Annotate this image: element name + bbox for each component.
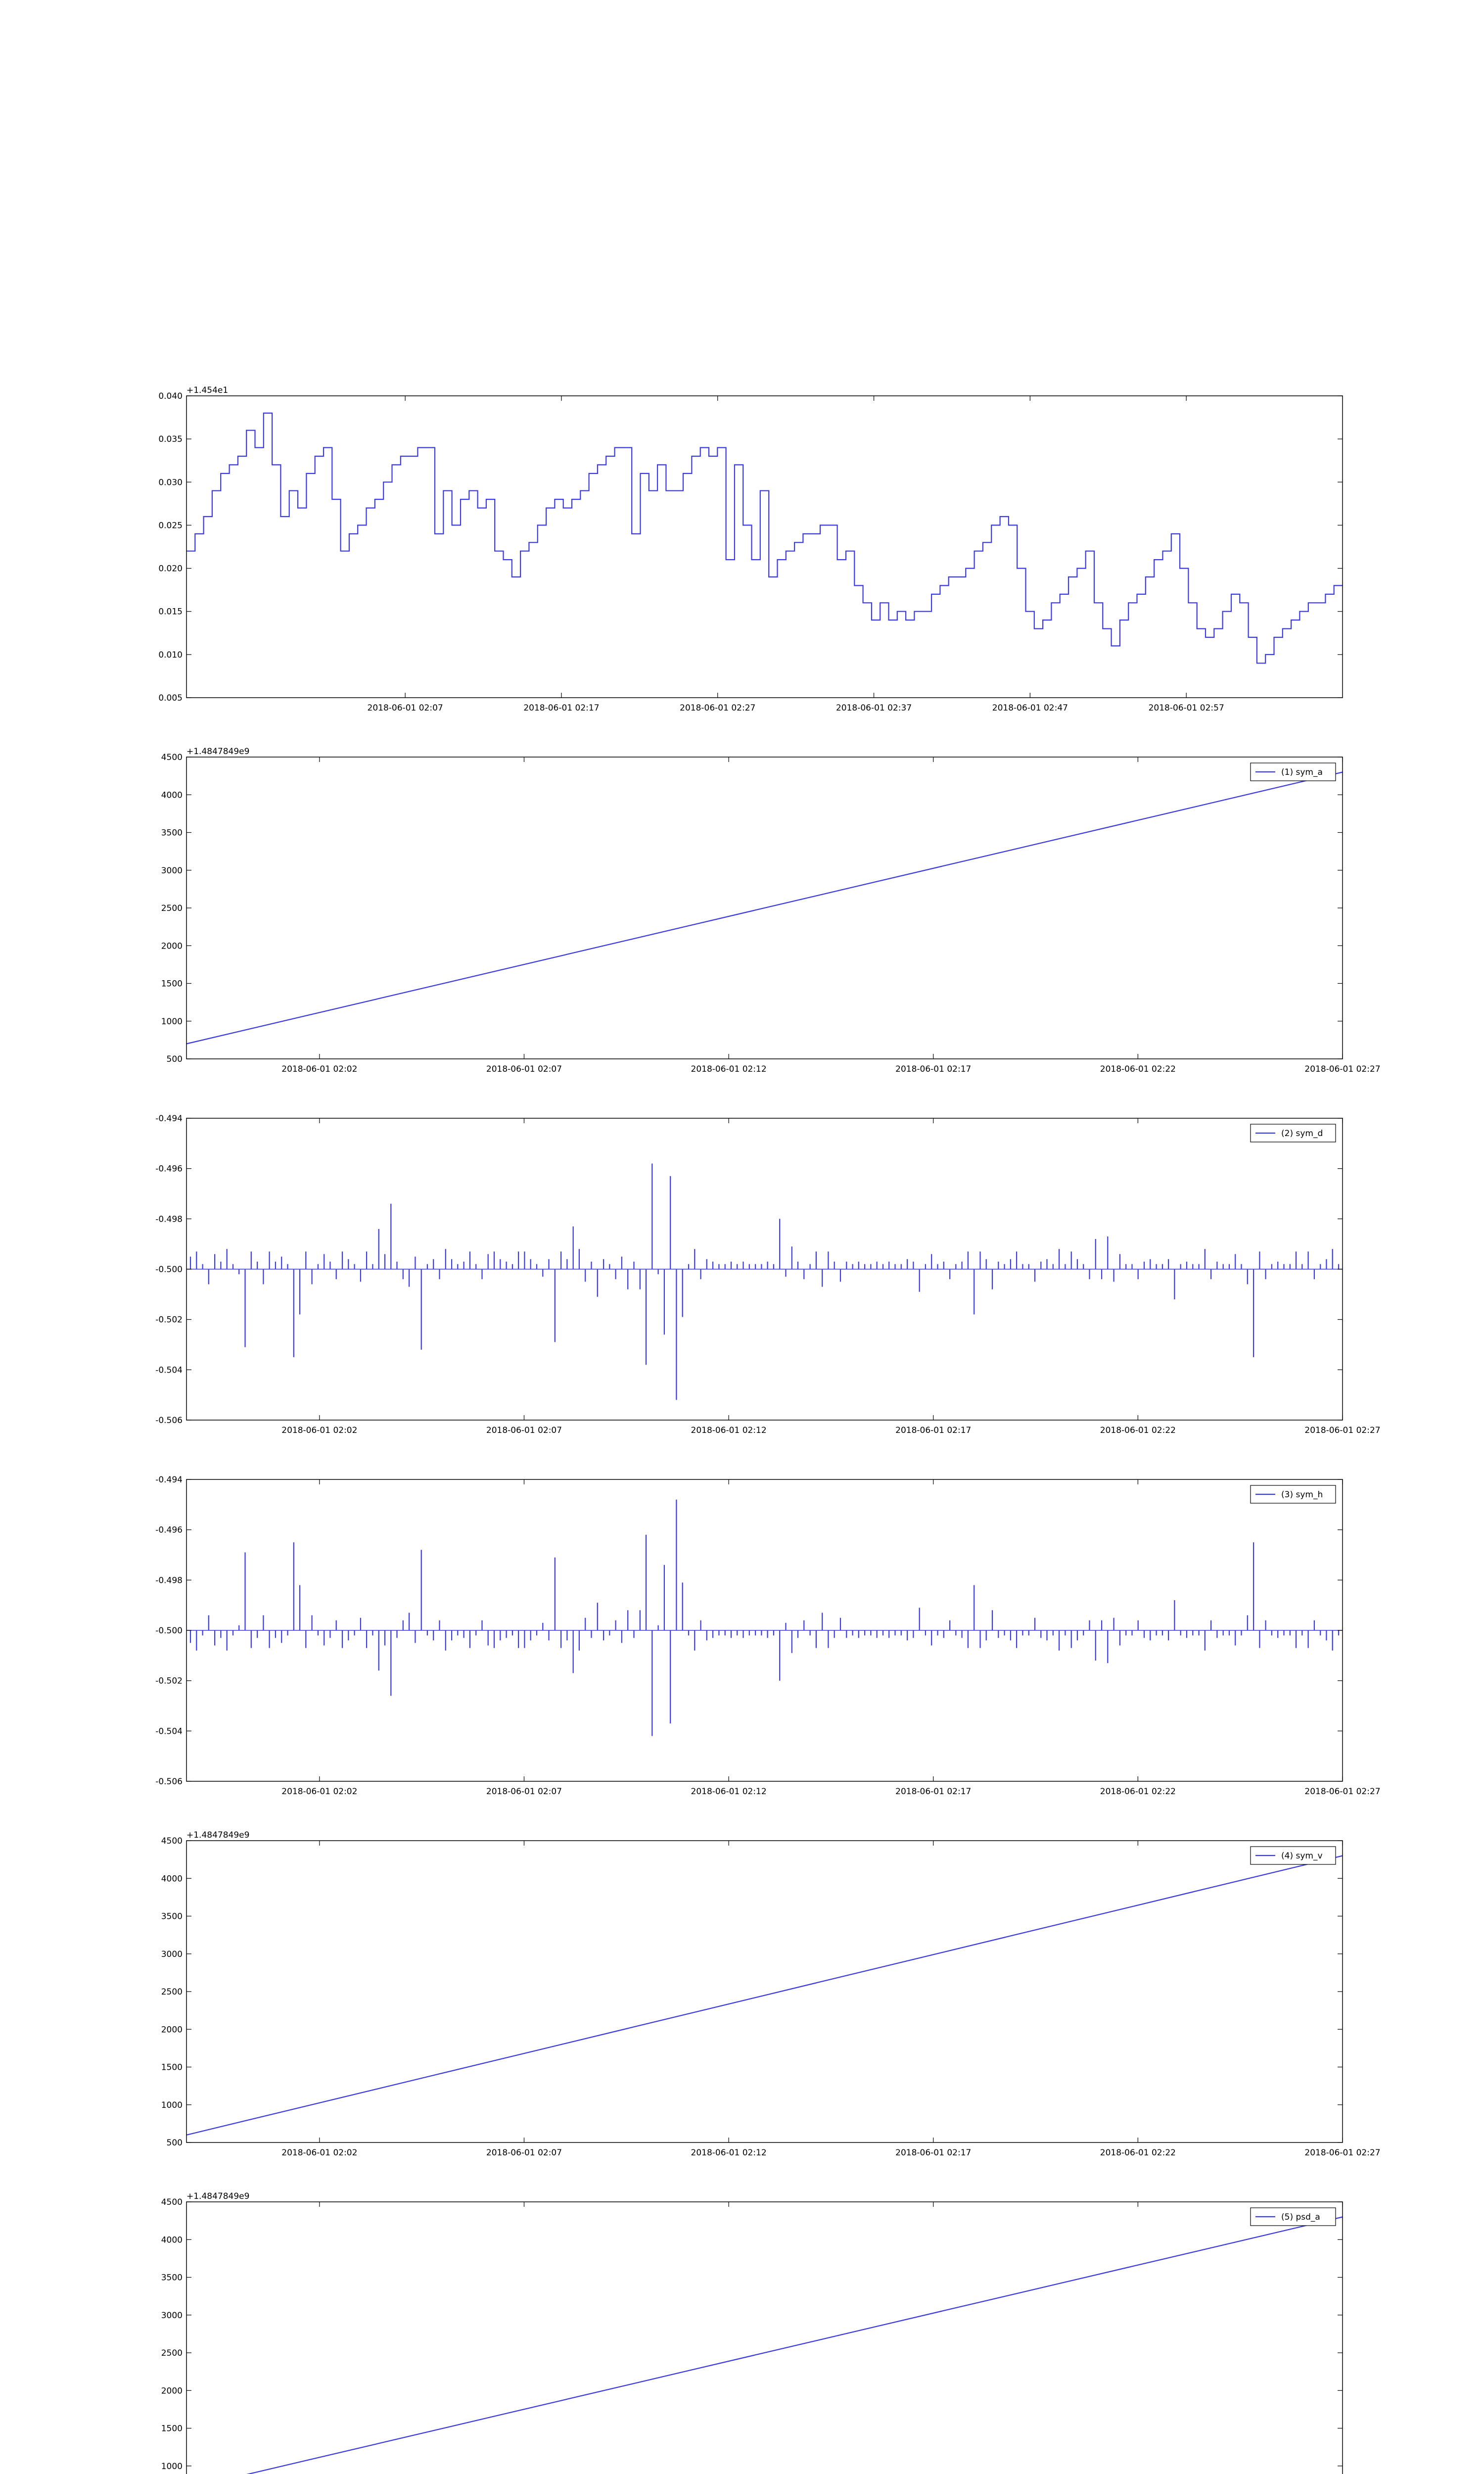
x-tick-label: 2018-06-01 02:37	[835, 703, 912, 713]
x-tick-label: 2018-06-01 02:07	[486, 1426, 562, 1435]
x-tick-label: 2018-06-01 02:27	[1304, 1787, 1381, 1797]
x-tick-label: 2018-06-01 02:27	[1304, 2148, 1381, 2158]
y-tick-label: -0.506	[155, 1777, 183, 1787]
series-line	[186, 772, 1343, 1044]
y-tick-label: 2000	[161, 941, 183, 952]
legend	[1251, 1124, 1336, 1142]
x-tick-label: 2018-06-01 02:02	[281, 1787, 358, 1797]
series-line	[186, 413, 1343, 663]
y-tick-label: 1000	[161, 1016, 183, 1027]
chart-panel-1	[161, 747, 1381, 1074]
legend	[1251, 763, 1336, 781]
axes-frame	[186, 2202, 1343, 2474]
y-tick-label: 0.010	[158, 650, 183, 660]
y-tick-label: 4000	[161, 2235, 183, 2245]
y-tick-label: 500	[166, 2138, 183, 2148]
series-spikes	[190, 1164, 1339, 1400]
y-tick-label: -0.502	[155, 1315, 183, 1325]
y-tick-label: 2500	[161, 1987, 183, 1997]
y-tick-label: -0.504	[155, 1726, 183, 1737]
y-tick-label: 2000	[161, 2386, 183, 2396]
x-tick-label: 2018-06-01 02:57	[1148, 703, 1224, 713]
y-tick-label: 0.020	[158, 564, 183, 574]
y-tick-label: -0.502	[155, 1676, 183, 1686]
y-tick-label: 3000	[161, 865, 183, 876]
y-tick-label: 500	[166, 1054, 183, 1064]
y-tick-label: -0.494	[155, 1475, 183, 1485]
x-tick-label: 2018-06-01 02:47	[992, 703, 1068, 713]
y-tick-label: 2500	[161, 904, 183, 913]
y-tick-label: -0.496	[155, 1525, 183, 1535]
x-tick-label: 2018-06-01 02:07	[486, 2148, 562, 2158]
y-tick-label: -0.494	[155, 1114, 183, 1124]
x-tick-label: 2018-06-01 02:27	[1304, 1426, 1381, 1435]
x-tick-label: 2018-06-01 02:02	[281, 1064, 358, 1074]
y-tick-label: 0.025	[158, 521, 183, 531]
legend-label: (5) psd_a	[1281, 2212, 1320, 2222]
x-tick-label: 2018-06-01 02:27	[680, 703, 756, 713]
y-tick-label: -0.504	[155, 1365, 183, 1376]
y-tick-label: 1500	[161, 2062, 183, 2073]
x-tick-label: 2018-06-01 02:27	[1304, 1064, 1381, 1074]
legend	[1251, 2208, 1336, 2226]
x-tick-label: 2018-06-01 02:12	[691, 1426, 767, 1435]
y-tick-label: 0.035	[158, 434, 183, 445]
chart-panel-5	[161, 2191, 1381, 2474]
x-tick-label: 2018-06-01 02:17	[523, 703, 600, 713]
x-tick-label: 2018-06-01 02:17	[895, 1787, 972, 1797]
chart-panel-2	[155, 1114, 1380, 1435]
y-tick-label: -0.506	[155, 1416, 183, 1426]
legend-label: (1) sym_a	[1281, 767, 1323, 777]
chart-panel-0	[158, 385, 1343, 713]
y-tick-label: -0.500	[155, 1626, 183, 1636]
x-tick-label: 2018-06-01 02:17	[895, 1426, 972, 1435]
x-tick-label: 2018-06-01 02:22	[1100, 1787, 1176, 1797]
x-tick-label: 2018-06-01 02:12	[691, 1787, 767, 1797]
y-tick-label: 4500	[161, 1836, 183, 1846]
x-tick-label: 2018-06-01 02:02	[281, 1426, 358, 1435]
x-tick-label: 2018-06-01 02:07	[486, 1064, 562, 1074]
y-tick-label: -0.496	[155, 1164, 183, 1174]
y-tick-label: 4500	[161, 2197, 183, 2207]
y-tick-label: 3500	[161, 828, 183, 838]
y-tick-label: -0.498	[155, 1214, 183, 1225]
x-tick-label: 2018-06-01 02:17	[895, 2148, 972, 2158]
y-tick-label: 2500	[161, 2348, 183, 2358]
x-tick-label: 2018-06-01 02:07	[486, 1787, 562, 1797]
y-tick-label: 1000	[161, 2461, 183, 2472]
x-tick-label: 2018-06-01 02:17	[895, 1064, 972, 1074]
y-tick-label: 2000	[161, 2025, 183, 2035]
y-tick-label: 1000	[161, 2100, 183, 2110]
legend	[1251, 1485, 1336, 1503]
x-tick-label: 2018-06-01 02:02	[281, 2148, 358, 2158]
y-tick-label: 0.015	[158, 607, 183, 617]
axes-frame	[186, 396, 1343, 698]
x-tick-label: 2018-06-01 02:22	[1100, 1064, 1176, 1074]
series-line	[186, 2217, 1343, 2474]
y-tick-label: 1500	[161, 2424, 183, 2434]
x-tick-label: 2018-06-01 02:07	[367, 703, 443, 713]
y-tick-label: 0.005	[158, 693, 183, 703]
y-offset-label: +1.4847849e9	[186, 1830, 250, 1840]
y-tick-label: 3000	[161, 1949, 183, 1959]
series-line	[186, 1856, 1343, 2135]
series-spikes	[190, 1500, 1339, 1736]
x-tick-label: 2018-06-01 02:22	[1100, 1426, 1176, 1435]
y-offset-label: +1.4847849e9	[186, 2191, 250, 2201]
legend-label: (3) sym_h	[1281, 1490, 1323, 1500]
x-tick-label: 2018-06-01 02:12	[691, 2148, 767, 2158]
y-tick-label: 3000	[161, 2310, 183, 2321]
legend	[1251, 1847, 1336, 1864]
chart-panel-4	[161, 1830, 1381, 2158]
y-tick-label: 4500	[161, 753, 183, 762]
y-offset-label: +1.454e1	[186, 385, 229, 395]
chart-panel-3	[155, 1475, 1380, 1797]
y-tick-label: 0.040	[158, 391, 183, 401]
x-tick-label: 2018-06-01 02:22	[1100, 2148, 1176, 2158]
y-tick-label: 3500	[161, 1911, 183, 1922]
y-tick-label: -0.498	[155, 1575, 183, 1586]
y-tick-label: 4000	[161, 1874, 183, 1884]
y-tick-label: -0.500	[155, 1265, 183, 1275]
legend-label: (4) sym_v	[1281, 1851, 1323, 1861]
legend-label: (2) sym_d	[1281, 1129, 1323, 1139]
y-tick-label: 0.030	[158, 477, 183, 488]
y-offset-label: +1.4847849e9	[186, 747, 250, 757]
x-tick-label: 2018-06-01 02:12	[691, 1064, 767, 1074]
axes-frame	[186, 1841, 1343, 2142]
y-tick-label: 1500	[161, 979, 183, 989]
y-tick-label: 4000	[161, 790, 183, 801]
y-tick-label: 3500	[161, 2273, 183, 2283]
